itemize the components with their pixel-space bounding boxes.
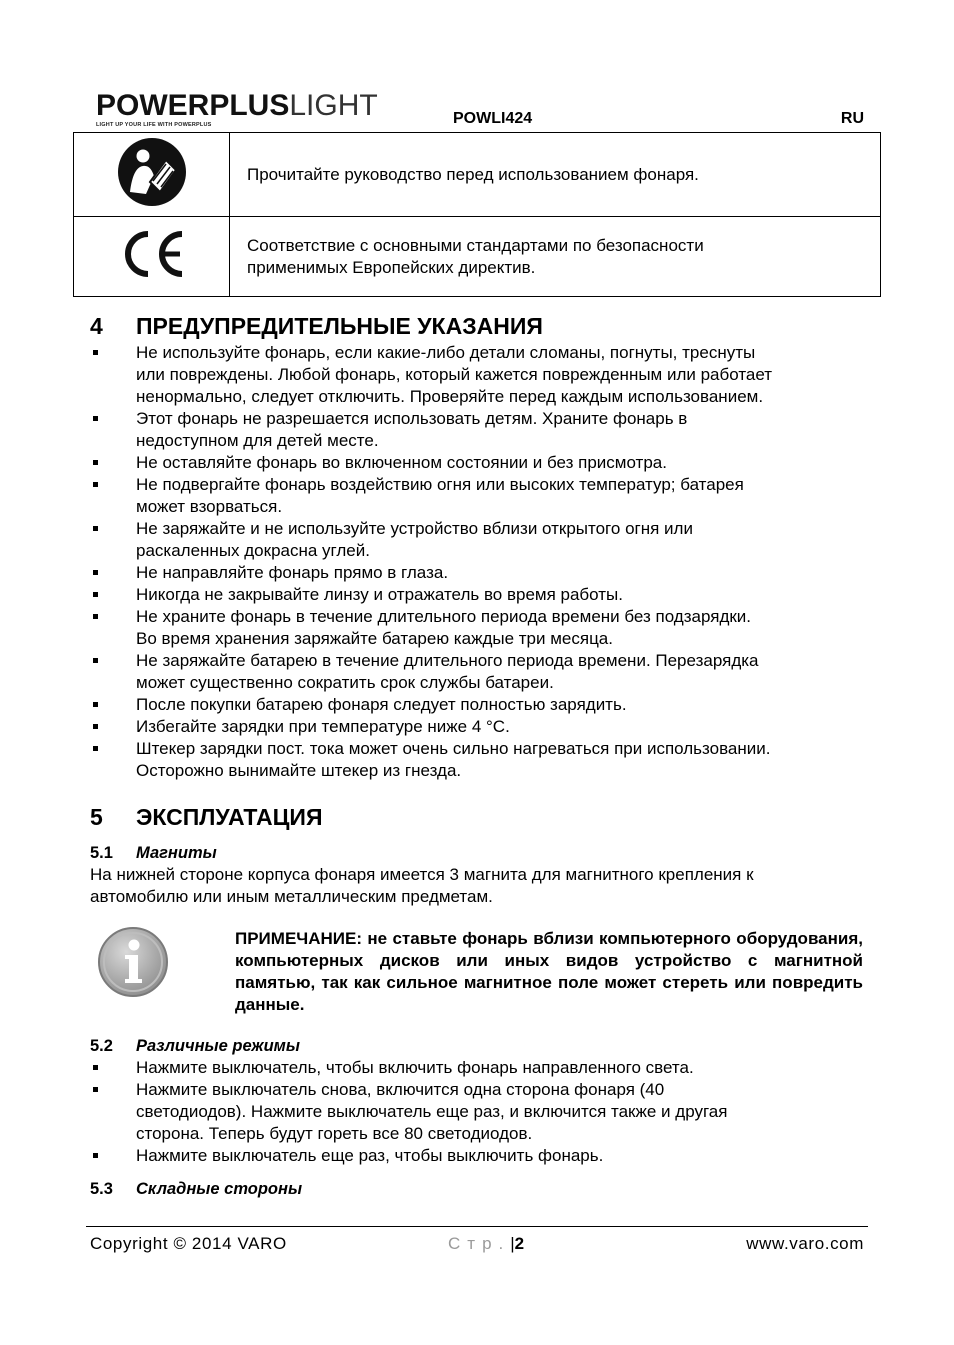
- model-number: POWLI424: [453, 110, 533, 127]
- footer-copyright: Copyright © 2014 VARO: [90, 1234, 287, 1253]
- footer-page: [448, 1233, 524, 1255]
- subsection-heading: 5.2 Различные режимы: [90, 1037, 300, 1055]
- list-item: Нажмите выключатель, чтобы включить фонарь направленного света.: [90, 1057, 870, 1079]
- list-item: Не оставляйте фонарь во включенном состоянии и без присмотра.: [90, 452, 870, 474]
- list-item: Никогда не закрывайте линзу и отражатель во время работы.: [90, 584, 870, 606]
- subsection-heading: 5.1 Магниты: [90, 844, 217, 862]
- symbol-row: [74, 133, 881, 217]
- list-item: Не используйте фонарь, если какие-либо детали сломаны, погнуты, треснуты или повреждены. Любой фонарь, который кажется поврежденным или работает ненормально, следует отключить. Проверяйте перед каждым использованием.: [90, 342, 870, 408]
- brand-logo: [96, 90, 378, 128]
- subsection-heading: 5.3 Складные стороны: [90, 1180, 303, 1198]
- modes-list: [90, 1057, 870, 1167]
- page-separator: |: [510, 1234, 515, 1253]
- list-item: Не заряжайте и не используйте устройство вблизи открытого огня или раскаленных докрасна углей.: [90, 518, 870, 562]
- footer-website: www.varo.com: [746, 1234, 864, 1253]
- list-item: Этот фонарь не разрешается использовать детям. Храните фонарь в недоступном для детей месте.: [90, 408, 870, 452]
- page-header: [96, 88, 866, 132]
- symbols-table: [73, 132, 881, 297]
- symbol-icon-cell: [74, 133, 230, 217]
- symbol-description: Прочитайте руководство перед использованием фонаря.: [230, 133, 881, 217]
- list-item: Штекер зарядки пост. тока может очень сильно нагреваться при использовании. Осторожно вынимайте штекер из гнезда.: [90, 738, 870, 782]
- language-code: RU: [840, 110, 864, 127]
- symbol-icon-cell: [74, 217, 230, 297]
- list-item: Не храните фонарь в течение длительного периода времени без подзарядки. Во время хранения заряжайте батарею каждые три месяца.: [90, 606, 870, 650]
- footer-divider: [86, 1226, 868, 1227]
- logo-tagline: LIGHT UP YOUR LIFE WITH POWERPLUS: [96, 122, 212, 128]
- note-text: ПРИМЕЧАНИЕ: не ставьте фонарь вблизи компьютерного оборудования, компьютерных дисков или иных видов устройство с магнитной памятью, так как сильное магнитное поле может стереть или повредить данные.: [235, 929, 863, 1014]
- list-item: После покупки батарею фонаря следует полностью зарядить.: [90, 694, 870, 716]
- symbol-row: [74, 217, 881, 297]
- logo-main-text: POWERPLUS: [96, 89, 290, 122]
- section-heading: 4 ПРЕДУПРЕДИТЕЛЬНЫЕ УКАЗАНИЯ: [90, 313, 543, 339]
- section-heading: 5 ЭКСПЛУАТАЦИЯ: [90, 804, 323, 830]
- list-item: Не направляйте фонарь прямо в глаза.: [90, 562, 870, 584]
- page-label: Стр.: [448, 1234, 511, 1253]
- magnets-paragraph: На нижней стороне корпуса фонаря имеется 3 магнита для магнитного крепления к автомобилю или иным металлическим предметам.: [90, 865, 754, 906]
- symbol-description: Соответствие с основными стандартами по безопасности применимых Европейских директив.: [230, 217, 881, 297]
- info-icon: [97, 926, 169, 998]
- list-item: Избегайте зарядки при температуре ниже 4 °C.: [90, 716, 870, 738]
- ce-mark-icon: [117, 228, 187, 280]
- list-item: Нажмите выключатель снова, включится одна сторона фонаря (40 светодиодов). Нажмите выключатель еще раз, и включится также и другая сторона. Теперь будут гореть все 80 светодиодов.: [90, 1079, 870, 1145]
- page-number: 2: [514, 1234, 525, 1253]
- list-item: Нажмите выключатель еще раз, чтобы выключить фонарь.: [90, 1145, 870, 1167]
- list-item: Не заряжайте батарею в течение длительного периода времени. Перезарядка может существенно сократить срок службы батареи.: [90, 650, 870, 694]
- read-manual-icon: [116, 136, 188, 208]
- warnings-list: [90, 342, 870, 782]
- logo-light-text: LIGHT: [289, 89, 378, 122]
- list-item: Не подвергайте фонарь воздействию огня или высоких температур; батарея может взорваться.: [90, 474, 870, 518]
